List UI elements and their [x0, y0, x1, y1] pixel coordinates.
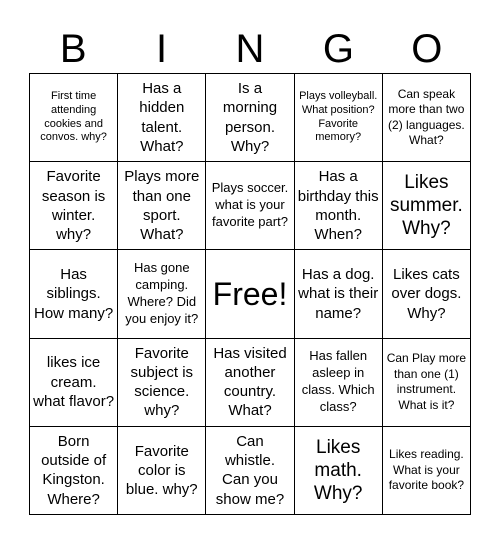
bingo-cell[interactable]: Likes math. Why?	[295, 427, 383, 515]
bingo-cell[interactable]: Has a birthday this month. When?	[295, 162, 383, 250]
bingo-cell[interactable]: Likes summer. Why?	[383, 162, 471, 250]
bingo-cell[interactable]: Has fallen asleep in class. Which class?	[295, 339, 383, 427]
bingo-cell[interactable]: Can Play more than one (1) instrument. What is it?	[383, 339, 471, 427]
bingo-cell[interactable]: Has a hidden talent. What?	[118, 74, 206, 162]
bingo-cell[interactable]: Can speak more than two (2) languages. What?	[383, 74, 471, 162]
bingo-cell[interactable]: Has siblings. How many?	[30, 250, 118, 338]
bingo-cell[interactable]: Plays volleyball. What position? Favorite memory?	[295, 74, 383, 162]
title-letter-b: B	[59, 27, 87, 71]
bingo-cell[interactable]: Born outside of Kingston. Where?	[30, 427, 118, 515]
free-space[interactable]: Free!	[206, 250, 294, 338]
bingo-cell[interactable]: Is a morning person. Why?	[206, 74, 294, 162]
title-letter-o: O	[411, 27, 443, 71]
title-letter-i: I	[156, 27, 168, 71]
bingo-title	[29, 26, 471, 72]
bingo-cell[interactable]: Has gone camping. Where? Did you enjoy it?	[118, 250, 206, 338]
bingo-cell[interactable]: Favorite color is blue. why?	[118, 427, 206, 515]
bingo-cell[interactable]: Can whistle. Can you show me?	[206, 427, 294, 515]
bingo-cell[interactable]: likes ice cream. what flavor?	[30, 339, 118, 427]
bingo-cell[interactable]: Favorite season is winter. why?	[30, 162, 118, 250]
bingo-cell[interactable]: Has visited another country. What?	[206, 339, 294, 427]
bingo-cell[interactable]: Likes reading. What is your favorite book?	[383, 427, 471, 515]
bingo-board	[29, 73, 471, 515]
title-letter-g: G	[322, 27, 354, 71]
bingo-cell[interactable]: Plays more than one sport. What?	[118, 162, 206, 250]
bingo-cell[interactable]: Likes cats over dogs. Why?	[383, 250, 471, 338]
bingo-cell[interactable]: Favorite subject is science. why?	[118, 339, 206, 427]
bingo-cell[interactable]: First time attending cookies and convos. why?	[30, 74, 118, 162]
bingo-cell[interactable]: Plays soccer. what is your favorite part?	[206, 162, 294, 250]
title-letter-n: N	[235, 27, 265, 71]
bingo-cell[interactable]: Has a dog. what is their name?	[295, 250, 383, 338]
